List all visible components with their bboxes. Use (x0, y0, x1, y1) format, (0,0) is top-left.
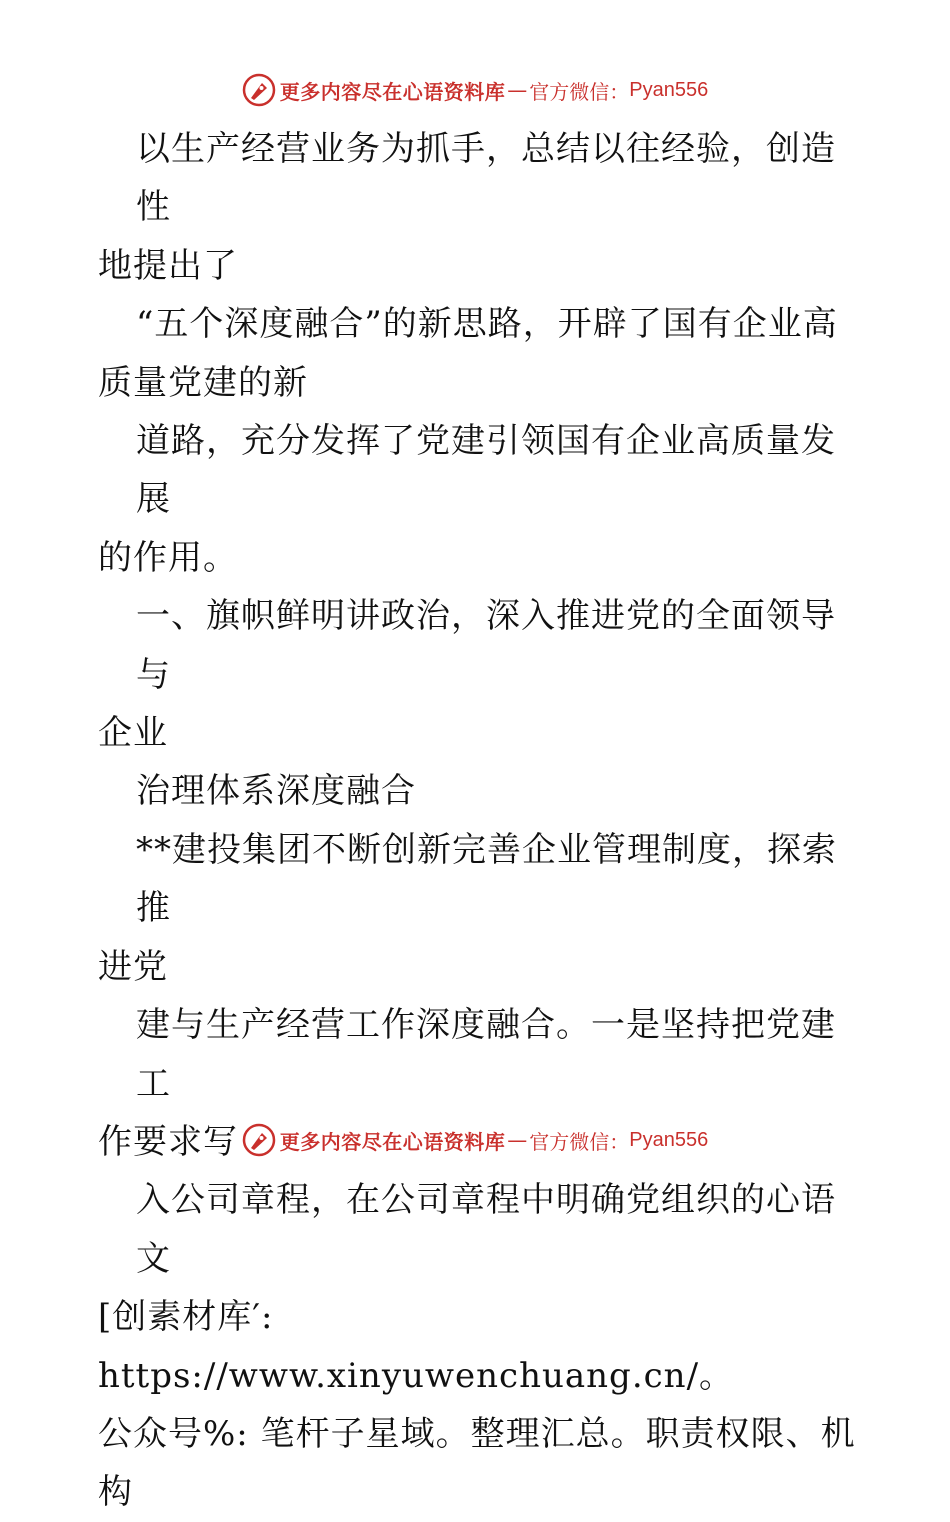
text-line: 的作用。 (98, 537, 238, 578)
text-line: “五个深度融合”的新思路，开辟了国有企业高 (136, 304, 838, 345)
text-line: 入公司章程，在公司章程中明确党组织的心语文 (136, 1180, 836, 1279)
text-line: 构 (98, 1472, 133, 1513)
watermark-account: Pyan556 (629, 78, 709, 101)
text-line: 作要求写 (98, 1121, 238, 1162)
text-line: 治理体系深度融合 (136, 771, 416, 812)
pen-nib-logo-icon (242, 73, 276, 107)
watermark-dash: — (507, 1128, 528, 1152)
text-line: 道路，充分发挥了党建引领国有企业高质量发展 (136, 421, 836, 520)
document-body (98, 120, 858, 1522)
text-line: [创素材库′: https://www.xinyuwenchuang.cn/。 (98, 1297, 735, 1396)
footer-watermark-banner (0, 1120, 950, 1160)
text-line: 企业 (98, 713, 168, 754)
watermark-brand-text: 更多内容尽在心语资料库 (279, 1129, 506, 1154)
text-line: 一、旗帜鲜明讲政治，深入推进党的全面领导与 (136, 596, 836, 695)
watermark-official-label: 官方微信： (529, 79, 630, 104)
text-line: 质量党建的新 (98, 362, 308, 403)
watermark-brand-text: 更多内容尽在心语资料库 (279, 79, 506, 104)
watermark-official-label: 官方微信： (529, 1129, 630, 1154)
text-line: 以生产经营业务为抓手，总结以往经验，创造性 (136, 129, 836, 228)
text-line: 进党 (98, 946, 168, 987)
text-line: **建投集团不断创新完善企业管理制度，探索推 (136, 829, 837, 929)
header-watermark-banner (0, 70, 950, 110)
pen-nib-logo-icon (242, 1123, 276, 1157)
text-line: 建与生产经营工作深度融合。一是坚持把党建工 (136, 1005, 836, 1104)
text-line: 公众号%: 笔杆子星域。整理汇总。职责权限、机 (98, 1413, 856, 1454)
text-line: 地提出了 (98, 245, 238, 286)
watermark-account: Pyan556 (629, 1128, 709, 1151)
watermark-dash: — (507, 78, 528, 102)
